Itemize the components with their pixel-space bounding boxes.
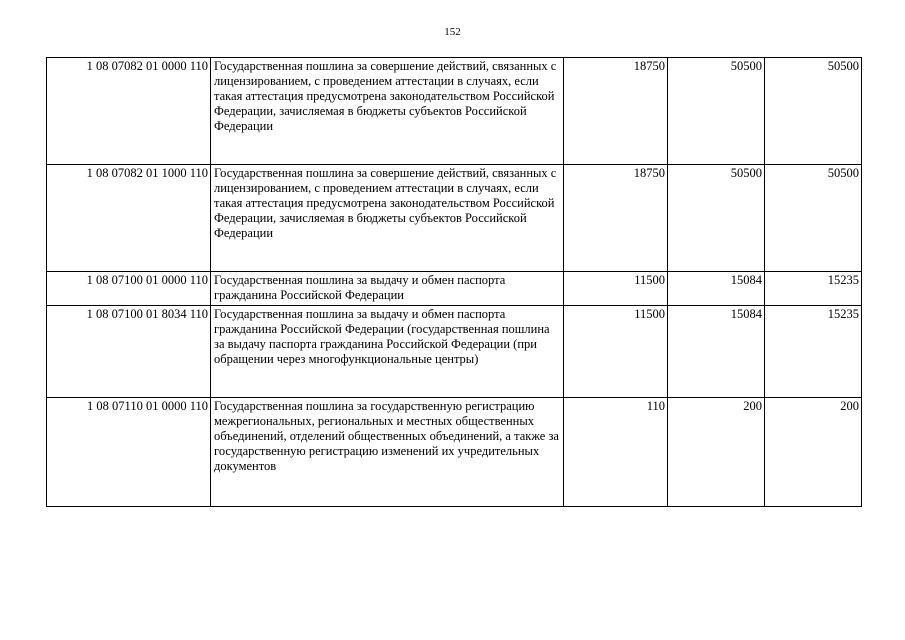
budget-revenue-table (46, 57, 862, 507)
page-number: 152 (444, 26, 461, 38)
value-cell-3: 15235 (765, 272, 862, 306)
revenue-code-cell: 1 08 07082 01 1000 110 (47, 165, 211, 272)
revenue-code-cell: 1 08 07100 01 8034 110 (47, 306, 211, 398)
value-cell-2: 15084 (668, 272, 765, 306)
value-cell-2: 50500 (668, 165, 765, 272)
value-cell-3: 15235 (765, 306, 862, 398)
value-cell-3: 50500 (765, 58, 862, 165)
table-row (47, 58, 862, 165)
value-cell-2: 50500 (668, 58, 765, 165)
revenue-code-cell: 1 08 07100 01 0000 110 (47, 272, 211, 306)
revenue-name-cell: Государственная пошлина за совершение действий, связанных с лицензированием, с проведением аттестации в случаях, если такая аттестация предусмотрена законодательством Российской Федерации, зачисляемая в бюджеты субъектов Российской Федерации (211, 165, 564, 272)
table-row (47, 272, 862, 306)
value-cell-3: 200 (765, 398, 862, 507)
revenue-name-cell: Государственная пошлина за выдачу и обмен паспорта гражданина Российской Федерации (211, 272, 564, 306)
value-cell-3: 50500 (765, 165, 862, 272)
value-cell-1: 11500 (564, 306, 668, 398)
value-cell-2: 15084 (668, 306, 765, 398)
table-row (47, 398, 862, 507)
value-cell-1: 11500 (564, 272, 668, 306)
table-row (47, 306, 862, 398)
revenue-name-cell: Государственная пошлина за выдачу и обмен паспорта гражданина Российской Федерации (государственная пошлина за выдачу паспорта гражданина Российской Федерации (при обращении через многофункциональные центры) (211, 306, 564, 398)
revenue-name-cell: Государственная пошлина за совершение действий, связанных с лицензированием, с проведением аттестации в случаях, если такая аттестация предусмотрена законодательством Российской Федерации, зачисляемая в бюджеты субъектов Российской Федерации (211, 58, 564, 165)
value-cell-1: 18750 (564, 165, 668, 272)
revenue-name-cell: Государственная пошлина за государственную регистрацию межрегиональных, региональных и местных общественных объединений, отделений общественных объединений, а также за государственную регистрацию изменений их учредительных документов (211, 398, 564, 507)
value-cell-2: 200 (668, 398, 765, 507)
value-cell-1: 110 (564, 398, 668, 507)
table-row (47, 165, 862, 272)
revenue-code-cell: 1 08 07110 01 0000 110 (47, 398, 211, 507)
value-cell-1: 18750 (564, 58, 668, 165)
revenue-code-cell: 1 08 07082 01 0000 110 (47, 58, 211, 165)
